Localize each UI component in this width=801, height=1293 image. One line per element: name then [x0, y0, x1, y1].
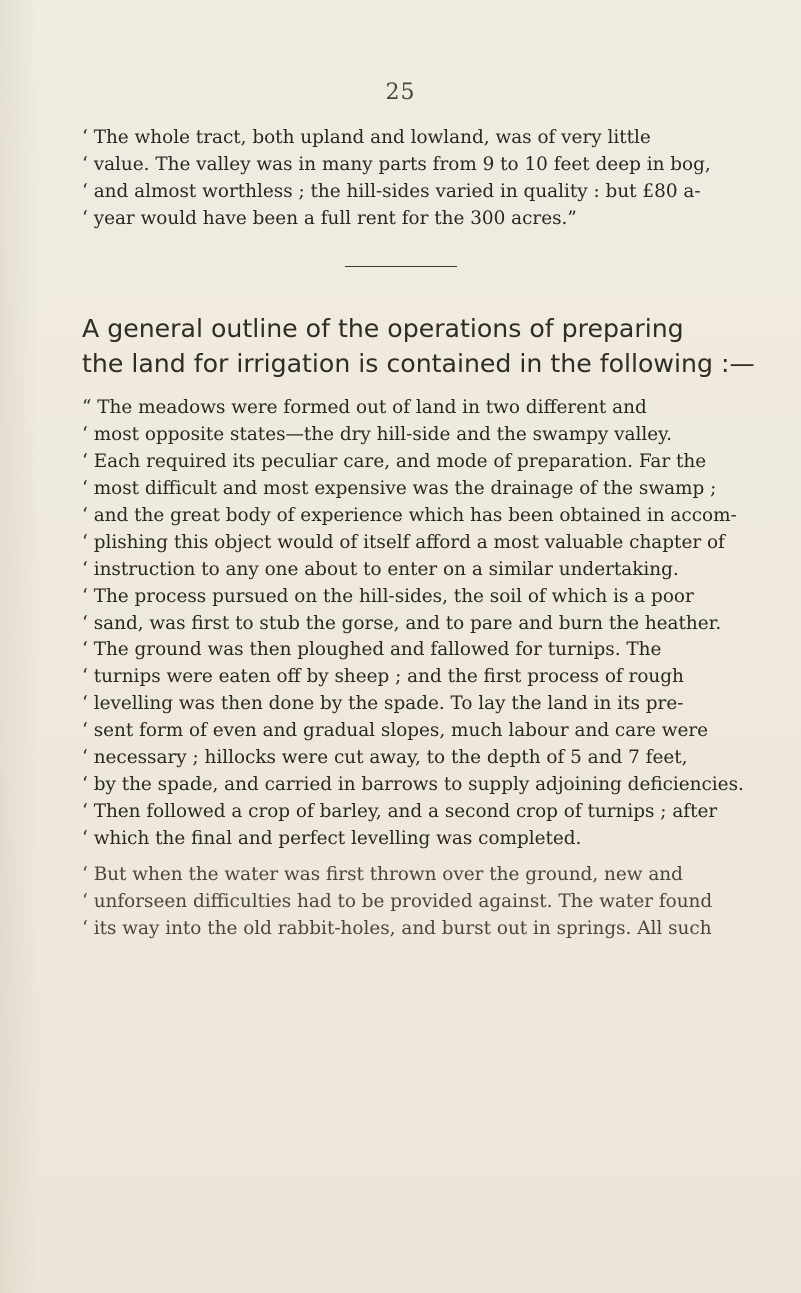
body-line: ‘ sent form of even and gradual slopes, much labour and care were [82, 720, 709, 742]
body-line: ‘ The process pursued on the hill-sides, the soil of which is a poor [82, 585, 694, 607]
body-line: ‘ But when the water was first thrown over the ground, new and [82, 863, 683, 885]
body-line: ‘ most opposite states—the dry hill-side and the swampy valley. [82, 423, 672, 445]
body-line: ‘ The ground was then ploughed and fallowed for turnips. The [82, 639, 662, 661]
heading-line: the land for irrigation is contained in the following :— [82, 349, 755, 378]
page-number: 25 [385, 80, 416, 105]
body-text [82, 395, 742, 943]
body-line: ‘ its way into the old rabbit-holes, and burst out in springs. All such [82, 917, 712, 939]
section-heading [82, 311, 755, 381]
body-line: ‘ levelling was then done by the spade. To lay the land in its pre- [82, 693, 684, 715]
body-line: ‘ plishing this object would of itself afford a most valuable chapter of [82, 531, 725, 553]
body-line: ‘ instruction to any one about to enter on a similar undertaking. [82, 558, 679, 580]
body-line: ‘ necessary ; hillocks were cut away, to the depth of 5 and 7 feet, [82, 747, 688, 769]
body-line: ‘ Then followed a crop of barley, and a second crop of turnips ; after [82, 801, 718, 823]
body-line: ‘ by the spade, and carried in barrows to supply adjoining deficiencies. [82, 774, 744, 796]
quote-line: ‘ value. The valley was in many parts from 9 to 10 feet deep in bog, [82, 154, 711, 175]
body-line: ‘ unforseen difficulties had to be provided against. The water found [82, 890, 713, 912]
body-line: ‘ sand, was first to stub the gorse, and to pare and burn the heather. [82, 612, 722, 634]
body-line: ‘ which the final and perfect levelling was completed. [82, 828, 582, 849]
body-line: ‘ most difficult and most expensive was the drainage of the swamp ; [82, 477, 717, 499]
quote-line: ‘ The whole tract, both upland and lowland, was of very little [82, 127, 651, 148]
body-line: ‘ and the great body of experience which has been obtained in accom- [82, 504, 737, 526]
quote-line: ‘ year would have been a full rent for the 300 acres.” [82, 208, 577, 229]
heading-line: A general outline of the operations of preparing [82, 314, 684, 343]
body-line: “ The meadows were formed out of land in two different and [82, 397, 647, 418]
opening-quote [82, 124, 742, 232]
body-line: ‘ turnips were eaten off by sheep ; and the first process of rough [82, 666, 684, 688]
quote-line: ‘ and almost worthless ; the hill-sides varied in quality : but £80 a- [82, 181, 701, 202]
section-divider [345, 266, 457, 267]
body-line: ‘ Each required its peculiar care, and mode of preparation. Far the [82, 450, 707, 472]
